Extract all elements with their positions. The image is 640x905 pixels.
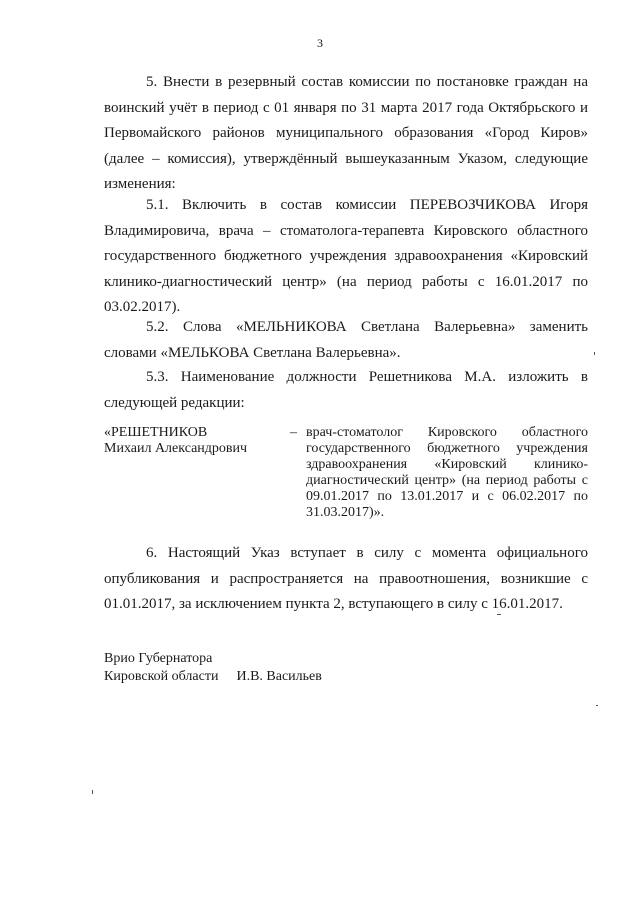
signature-name: И.В. Васильев <box>236 669 322 684</box>
signature-block <box>104 650 322 686</box>
official-name <box>104 425 294 457</box>
scan-speck <box>92 790 93 794</box>
scan-speck <box>594 352 595 355</box>
signature-row <box>104 668 322 686</box>
paragraph-6: 6. Настоящий Указ вступает в силу с момента официального опубликования и распространяется на правоотношения, возникшие с 01.01.2017, за исключением пункта 2, вступающего в силу с 16.01.2017. <box>104 545 588 612</box>
signature-title-line2: Кировской области <box>104 669 219 684</box>
scan-speck <box>596 705 598 706</box>
signature-title-line1: Врио Губернатора <box>104 651 213 666</box>
paragraph-5-1: 5.1. Включить в состав комиссии ПЕРЕВОЗЧИКОВА Игоря Владимировича, врача – стоматолога-терапевта Кировского областного государственного бюджетного учреждения здравоохранения «Кировский клинико-диагностический центр» (на период работы с 16.01.2017 по 03.02.2017). <box>104 197 588 315</box>
official-surname: «РЕШЕТНИКОВ <box>104 425 208 440</box>
official-description: врач-стоматолог Кировского областного государственного бюджетного учреждения здравоохранения «Кировский клинико-диагностический центр» (на период работы с 09.01.2017 по 13.01.2017 и с 06.02.2017 по 31.03.2017)». <box>306 425 588 520</box>
paragraph-5-2: 5.2. Слова «МЕЛЬНИКОВА Светлана Валерьевна» заменить словами «МЕЛЬКОВА Светлана Валерьевна». <box>104 319 588 361</box>
official-dash: – <box>290 425 297 440</box>
paragraph-5-3: 5.3. Наименование должности Решетникова М.А. изложить в следующей редакции: <box>104 369 588 411</box>
paragraph-5: 5. Внести в резервный состав комиссии по постановке граждан на воинский учёт в период с 01 января по 31 марта 2017 года Октябрьского и Первомайского районов муниципального образования «Город Киров» (далее – комиссия), утверждённый вышеуказанным Указом, следующие изменения: <box>104 74 588 192</box>
page-number: 3 <box>317 36 323 50</box>
scan-speck <box>497 614 501 615</box>
official-given-names: Михаил Александрович <box>104 441 248 456</box>
